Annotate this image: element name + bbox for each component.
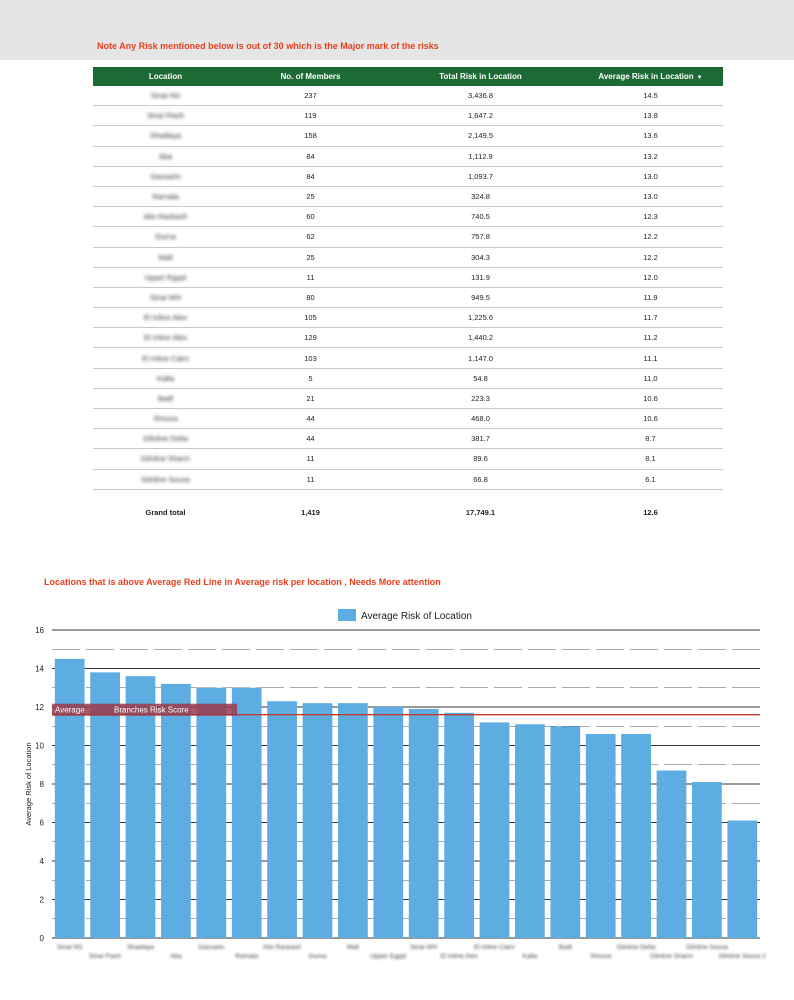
- bar[interactable]: [586, 734, 616, 938]
- x-tick-label: Mall: [346, 944, 359, 951]
- cell-members: 84: [306, 151, 315, 161]
- legend-label: Average Risk of Location: [361, 611, 472, 622]
- table-body: [93, 86, 723, 490]
- x-tick-label: Badl: [558, 944, 572, 951]
- table-row: [93, 328, 723, 348]
- cell-total-risk: 1,093.7: [467, 171, 494, 181]
- bar[interactable]: [657, 771, 687, 938]
- cell-members: 119: [304, 111, 317, 121]
- cell-avg-risk: 10.6: [643, 393, 658, 403]
- cell-location: El Inline Cairo: [142, 353, 189, 363]
- table-row: [93, 268, 723, 288]
- cell-location: El Inline Alex: [144, 313, 187, 323]
- cell-avg-risk: 13.2: [643, 151, 658, 161]
- bar[interactable]: [727, 821, 757, 938]
- header-location[interactable]: Location: [148, 72, 183, 81]
- cell-avg-risk: 14.5: [643, 91, 658, 101]
- y-tick-label: 4: [39, 857, 44, 866]
- header-total-risk[interactable]: Total Risk in Location: [439, 72, 522, 81]
- cell-avg-risk: 13.8: [643, 111, 658, 121]
- cell-members: 11: [306, 272, 315, 282]
- table-row: [93, 207, 723, 227]
- cell-members: 25: [306, 252, 315, 262]
- cell-members: 5: [308, 373, 313, 383]
- cell-members: 60: [306, 212, 315, 222]
- cell-total-risk: 1,647.2: [467, 111, 494, 121]
- cell-members: 84: [306, 171, 315, 181]
- cell-location: El Inline Alex: [144, 333, 187, 343]
- header-members[interactable]: No. of Members: [280, 72, 341, 81]
- cell-avg-risk: 6.1: [645, 474, 656, 484]
- cell-avg-risk: 12.2: [643, 252, 658, 262]
- cell-location: Sinai NS: [150, 91, 181, 101]
- bar[interactable]: [55, 659, 85, 938]
- x-tick-label: Kalta: [522, 953, 538, 960]
- cell-members: 237: [304, 91, 317, 101]
- table-row: [93, 389, 723, 409]
- cell-total-risk: 740.5: [471, 212, 490, 222]
- cell-total-risk: 1,440.2: [467, 333, 494, 343]
- cell-members: 25: [306, 192, 315, 202]
- cell-avg-risk: 8.1: [645, 454, 656, 464]
- table-row: [93, 227, 723, 247]
- x-tick-label: Gassarlo: [198, 944, 225, 951]
- cell-location: Gurna: [155, 232, 176, 242]
- table-row: [93, 86, 723, 106]
- cell-location: Mall: [158, 252, 173, 262]
- y-tick-label: 16: [35, 626, 44, 635]
- cell-total-risk: 1,147.0: [467, 353, 494, 363]
- y-tick-label: 2: [39, 895, 44, 905]
- bar[interactable]: [232, 688, 262, 938]
- table-row: [93, 470, 723, 490]
- table-row: [93, 288, 723, 308]
- cell-members: 21: [306, 393, 315, 403]
- average-label: Average: [55, 705, 85, 715]
- cell-location: Aba: [158, 151, 173, 161]
- cell-avg-risk: 13.0: [643, 171, 658, 181]
- cell-avg-risk: 11.0: [643, 373, 658, 383]
- cell-total-risk: 131.9: [471, 272, 490, 282]
- header-avg-risk[interactable]: [578, 72, 723, 81]
- cell-members: 44: [306, 414, 315, 424]
- bar[interactable]: [196, 688, 226, 938]
- cell-total-risk: 468.0: [471, 414, 490, 424]
- x-tick-label: El Inline Alex: [440, 953, 478, 960]
- x-tick-label: Aba: [170, 953, 182, 960]
- cell-avg-risk: 13.0: [643, 192, 658, 202]
- table-row: [93, 126, 723, 146]
- cell-location: Gassarlo: [150, 171, 181, 181]
- table-row: [93, 147, 723, 167]
- cell-avg-risk: 11.2: [643, 333, 658, 343]
- cell-location: Kalta: [156, 373, 175, 383]
- cell-avg-risk: 10.6: [643, 414, 658, 424]
- x-tick-label: El Inline Cairo: [474, 944, 515, 951]
- average-label-branches: Branches Risk Score: [114, 705, 189, 715]
- cell-total-risk: 2,149.5: [467, 131, 494, 141]
- cell-total-risk: 223.3: [471, 393, 490, 403]
- x-tick-label: Shadiaya: [126, 944, 155, 951]
- bar[interactable]: [161, 684, 191, 938]
- x-tick-label: Sinai Flash: [89, 953, 122, 960]
- table-row: [93, 106, 723, 126]
- bar[interactable]: [480, 722, 510, 938]
- cell-avg-risk: 11.1: [643, 353, 658, 363]
- x-tick-label: Gilnline Sousa: [685, 944, 728, 951]
- x-tick-label: Rarnala: [235, 953, 259, 960]
- cell-total-risk: 89.6: [473, 454, 488, 464]
- x-tick-label: Gurna: [308, 953, 327, 960]
- bar[interactable]: [409, 709, 439, 938]
- table-row: [93, 308, 723, 328]
- bar[interactable]: [444, 713, 474, 938]
- legend-swatch: [338, 609, 356, 621]
- bar[interactable]: [550, 726, 580, 938]
- table-row: [93, 187, 723, 207]
- grand-total-row: [93, 508, 723, 517]
- cell-avg-risk: 8.7: [645, 434, 656, 444]
- y-tick-label: 10: [35, 741, 44, 751]
- table-row: [93, 429, 723, 449]
- risk-table: [93, 67, 723, 490]
- bar[interactable]: [303, 703, 333, 938]
- y-tick-label: 8: [39, 780, 44, 789]
- cell-members: 11: [306, 454, 315, 464]
- cell-members: 62: [306, 232, 315, 242]
- y-tick-label: 14: [35, 664, 44, 674]
- table-row: [93, 409, 723, 429]
- x-tick-label: Gilnline Sousa 2: [718, 953, 766, 960]
- y-axis-label: Average Risk of Location: [24, 742, 33, 826]
- x-tick-label: Gilnline Sharm: [650, 953, 693, 960]
- cell-total-risk: 1,112.9: [468, 151, 493, 161]
- x-tick-label: Sinai WH: [410, 944, 438, 951]
- y-tick-label: 0: [39, 934, 44, 943]
- cell-total-risk: 1,225.6: [467, 313, 494, 323]
- cell-total-risk: 304.3: [471, 252, 490, 262]
- y-tick-label: 12: [35, 703, 44, 712]
- bar[interactable]: [621, 734, 651, 938]
- cell-total-risk: 949.5: [471, 292, 490, 302]
- y-tick-label: 6: [39, 818, 44, 828]
- cell-avg-risk: 12.0: [643, 272, 658, 282]
- header-avg-risk-label: Average Risk in Location: [598, 72, 694, 81]
- x-tick-label: Alio Raskash: [263, 944, 302, 951]
- chart-heading: Locations that is above Average Red Line in Average risk per location , Needs More attention: [44, 577, 441, 587]
- cell-location: Gilnline Sharm: [140, 454, 191, 464]
- cell-members: 44: [306, 434, 315, 444]
- grand-total-label: Grand total: [145, 508, 186, 517]
- cell-location: Rarnala: [152, 192, 179, 202]
- cell-total-risk: 324.8: [471, 192, 490, 202]
- cell-members: 129: [304, 333, 317, 343]
- x-tick-label: Sinai NS: [57, 944, 83, 951]
- page-header-band: [0, 0, 794, 60]
- cell-total-risk: 66.8: [473, 474, 488, 484]
- cell-avg-risk: 11.7: [643, 313, 658, 323]
- x-tick-label: Gilnline Delta: [616, 944, 656, 951]
- table-row: [93, 348, 723, 368]
- cell-members: 80: [306, 292, 315, 302]
- cell-total-risk: 3,436.8: [467, 91, 494, 101]
- table-header: [93, 67, 723, 86]
- bar[interactable]: [338, 703, 368, 938]
- cell-members: 11: [306, 474, 315, 484]
- bar[interactable]: [267, 701, 297, 938]
- x-tick-label: Upper Egypt: [370, 953, 407, 960]
- bar[interactable]: [515, 724, 545, 938]
- cell-members: 103: [304, 353, 317, 363]
- grand-total-risk: 17,749.1: [465, 508, 496, 517]
- table-row: [93, 449, 723, 469]
- cell-total-risk: 757.8: [471, 232, 490, 242]
- cell-location: Badl: [157, 393, 173, 403]
- bar[interactable]: [373, 707, 403, 938]
- sort-desc-icon[interactable]: ▼: [696, 75, 703, 81]
- risk-note: Note Any Risk mentioned below is out of 30 which is the Major mark of the risks: [97, 41, 439, 51]
- cell-members: 158: [304, 131, 317, 141]
- cell-total-risk: 54.8: [473, 373, 488, 383]
- cell-location: Upper Egypt: [144, 272, 187, 282]
- grand-total-members: 1,419: [301, 508, 320, 517]
- cell-location: Shoura: [153, 414, 178, 424]
- cell-location: Gilnline Sousa: [141, 474, 190, 484]
- table-row: [93, 167, 723, 187]
- cell-total-risk: 381.7: [471, 434, 490, 444]
- cell-members: 105: [304, 313, 317, 323]
- cell-location: Sinai WH: [149, 292, 182, 302]
- cell-location: Alio Raskash: [143, 212, 188, 222]
- cell-location: Shadiaya: [149, 131, 182, 141]
- table-row: [93, 248, 723, 268]
- x-tick-label: Shoura: [590, 953, 612, 960]
- grand-total-avg: 12.6: [643, 508, 658, 517]
- cell-avg-risk: 11.9: [643, 292, 658, 302]
- bar[interactable]: [692, 782, 722, 938]
- cell-location: Sinai Flash: [146, 111, 185, 121]
- cell-avg-risk: 12.2: [643, 232, 658, 242]
- cell-avg-risk: 12.3: [643, 212, 658, 222]
- cell-location: Gilnline Delta: [143, 434, 188, 444]
- avg-risk-chart: [0, 600, 794, 1000]
- cell-avg-risk: 13.6: [643, 131, 658, 141]
- table-row: [93, 369, 723, 389]
